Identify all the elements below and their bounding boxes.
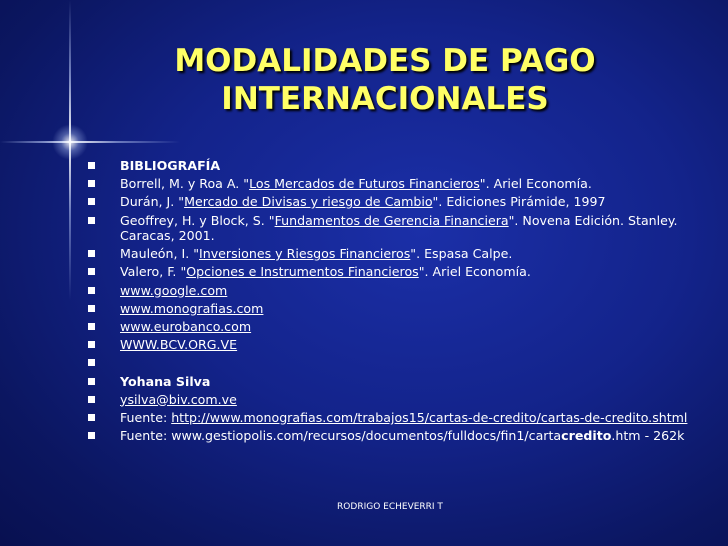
list-item-source-monografias bbox=[88, 410, 688, 426]
slide-title-line2: INTERNACIONALES bbox=[221, 81, 549, 117]
ref-link-valero[interactable]: Opciones e Instrumentos Financieros bbox=[186, 264, 419, 280]
email-link[interactable]: ysilva@biv.com.ve bbox=[120, 391, 237, 407]
list-item-ref-duran bbox=[88, 194, 688, 210]
bullet-icon bbox=[88, 396, 95, 403]
bullet-icon bbox=[88, 217, 95, 224]
source-link-monografias[interactable]: http://www.monografias.com/trabajos15/cartas-de-credito/cartas-de-credito.shtml bbox=[171, 409, 688, 425]
lens-flare-horizontal bbox=[0, 141, 180, 143]
list-item-ref-geoffrey bbox=[88, 213, 688, 244]
bullet-icon bbox=[88, 198, 95, 205]
bullet-icon bbox=[88, 323, 95, 330]
bibliography-heading: BIBLIOGRAFÍA bbox=[120, 158, 221, 173]
ref-link-mauleon[interactable]: Inversiones y Riesgos Financieros bbox=[199, 246, 411, 262]
source-text: Fuente: www.gestiopolis.com/recursos/documentos/fulldocs/fin1/carta bbox=[120, 428, 562, 444]
ref-text: ". Novena Edición. Stanley. Caracas, 2001. bbox=[120, 212, 678, 244]
bullet-icon bbox=[88, 359, 95, 366]
list-item-ref-borrell bbox=[88, 176, 688, 192]
list-item-web-monografias bbox=[88, 301, 688, 317]
ref-link-duran[interactable]: Mercado de Divisas y riesgo de Cambio bbox=[184, 194, 433, 210]
ref-link-geoffrey[interactable]: Fundamentos de Gerencia Financiera bbox=[274, 212, 509, 228]
list-item-ref-valero bbox=[88, 264, 688, 280]
source-text: .htm - 262k bbox=[611, 428, 685, 444]
lens-flare-glow bbox=[52, 124, 88, 160]
ref-text: ". Espasa Calpe. bbox=[410, 246, 513, 262]
ref-text: Mauleón, I. " bbox=[120, 246, 200, 262]
web-link-bcv[interactable]: WWW.BCV.ORG.VE bbox=[120, 337, 238, 353]
author-name: Yohana Silva bbox=[120, 373, 211, 389]
list-item-web-bcv bbox=[88, 337, 688, 353]
ref-link-borrell[interactable]: Los Mercados de Futuros Financieros bbox=[249, 176, 480, 192]
list-item-web-google bbox=[88, 283, 688, 299]
list-item-web-eurobanco bbox=[88, 319, 688, 335]
slide-title bbox=[140, 42, 630, 118]
ref-text: Durán, J. " bbox=[120, 194, 185, 210]
ref-text: Borrell, M. y Roa A. " bbox=[120, 176, 250, 192]
bullet-icon bbox=[88, 341, 95, 348]
ref-text: ". Ariel Economía. bbox=[479, 176, 592, 192]
bullet-icon bbox=[88, 180, 95, 187]
bullet-icon bbox=[88, 162, 95, 169]
list-item-author bbox=[88, 374, 688, 390]
bullet-icon bbox=[88, 378, 95, 385]
ref-text: Geoffrey, H. y Block, S. " bbox=[120, 212, 275, 228]
ref-text: Valero, F. " bbox=[120, 264, 187, 280]
bullet-icon bbox=[88, 432, 95, 439]
list-item-ref-mauleon bbox=[88, 246, 688, 262]
slide-title-line1: MODALIDADES DE PAGO bbox=[174, 43, 596, 79]
bibliography-list bbox=[88, 158, 688, 446]
bullet-icon bbox=[88, 305, 95, 312]
source-text-bold: credito bbox=[561, 428, 612, 444]
ref-text: ". Ariel Economía. bbox=[418, 264, 531, 280]
source-label: Fuente: bbox=[120, 409, 172, 425]
bullet-icon bbox=[88, 414, 95, 421]
bullet-icon bbox=[88, 268, 95, 275]
web-link-monografias[interactable]: www.monografias.com bbox=[120, 300, 264, 316]
list-item-heading bbox=[88, 158, 688, 174]
list-item-empty bbox=[88, 355, 688, 371]
list-item-source-gestiopolis bbox=[88, 428, 688, 444]
ref-text: ". Ediciones Pirámide, 1997 bbox=[432, 194, 606, 210]
bullet-icon bbox=[88, 287, 95, 294]
web-link-eurobanco[interactable]: www.eurobanco.com bbox=[120, 319, 252, 334]
list-item-email bbox=[88, 392, 688, 408]
bullet-icon bbox=[88, 250, 95, 257]
web-link-google[interactable]: www.google.com bbox=[120, 282, 228, 298]
slide-footer: RODRIGO ECHEVERRI T bbox=[337, 502, 443, 512]
